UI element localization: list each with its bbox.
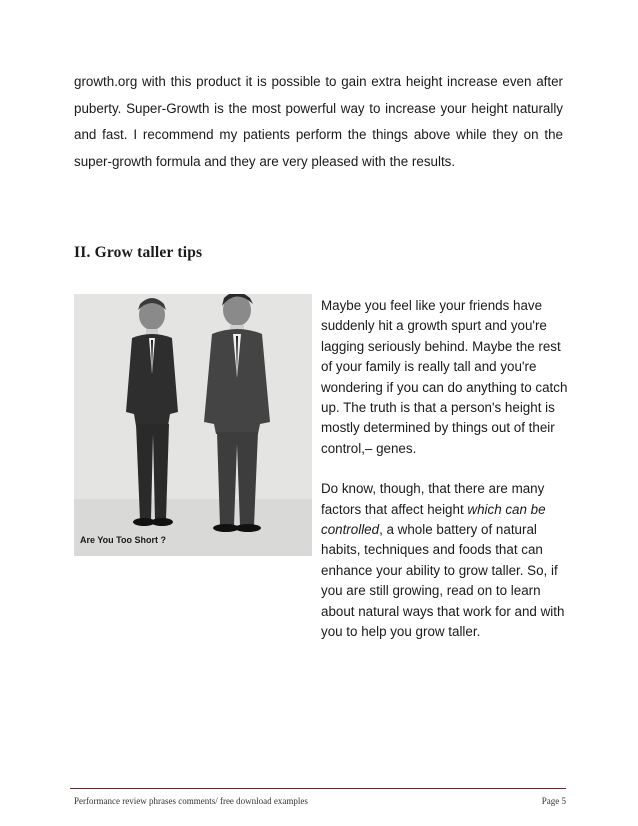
section-heading: II. Grow taller tips — [74, 244, 203, 261]
page-number: Page 5 — [541, 796, 566, 806]
side-paragraph-2-end: , a whole battery of natural habits, techniques and foods that can enhance your ability to grow taller. So, if you are still growing, read on to learn about natural ways that work for and with you to help you grow taller. — [321, 522, 565, 640]
side-paragraph-2 — [321, 479, 571, 642]
side-paragraph-1: Maybe you feel like your friends have suddenly hit a growth spurt and you're lagging seriously behind. Maybe the rest of your family is really tall and you're wondering if you can do anything to catch up. The truth is that a person's height is mostly determined by things out of their control,– genes. — [321, 298, 568, 456]
intro-paragraph: growth.org with this product it is possible to gain extra height increase even after puberty. Super-Growth is the most powerful way to increase your height naturally and fast. I recommend my patients perform the things above while they on the super-growth formula and they are very pleased with the results. — [74, 74, 563, 169]
page-footer — [74, 796, 566, 806]
side-paragraph-2-italic: which can be controlled — [321, 501, 546, 538]
photo-caption: Are You Too Short ? — [80, 535, 166, 545]
footer-title: Performance review phrases comments/ free download examples — [74, 796, 308, 806]
two-men-in-suits-image — [74, 294, 312, 556]
article-photo — [74, 294, 312, 556]
side-text — [321, 296, 571, 643]
side-paragraph-2-start: Do know, though, that there are many factors that affect height — [321, 481, 545, 517]
footer-rule — [70, 788, 566, 789]
